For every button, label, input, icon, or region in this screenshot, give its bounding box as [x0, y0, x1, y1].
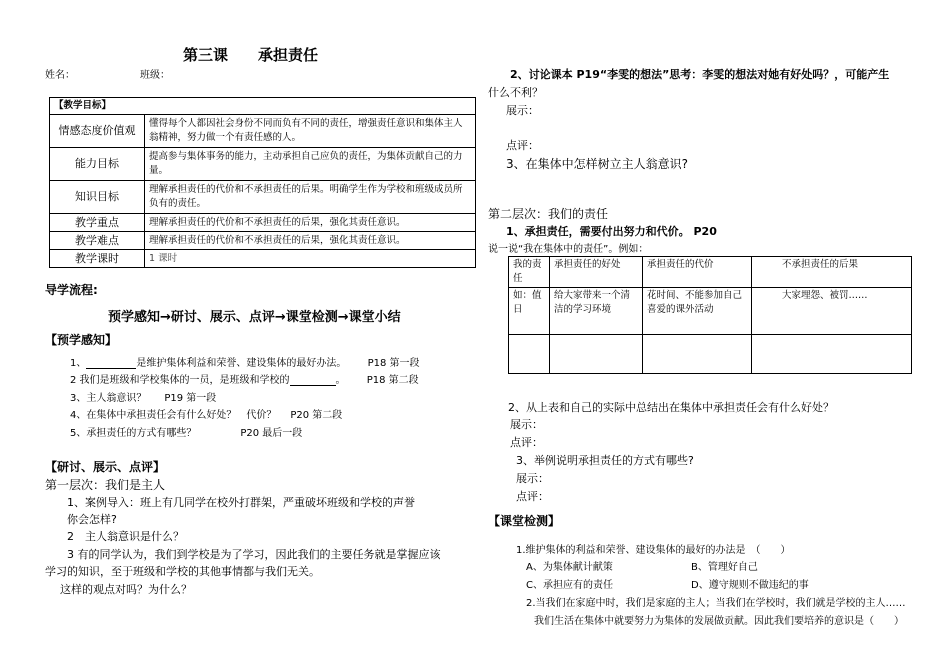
level1-heading: 第一层次：我们是主人 [45, 478, 166, 492]
comment-label: 点评： [506, 139, 539, 152]
preview-item-4: 4、在集体中承担责任会有什么好处？ 代价？ P20 第二段 [70, 410, 343, 421]
comment-label: 点评： [516, 490, 549, 503]
objective-label: 教学课时 [50, 250, 145, 268]
level2-heading: 第二层次：我们的责任 [488, 207, 609, 221]
table-cell: 如：值日 [509, 288, 550, 335]
objective-text: 理解承担责任的代价和不承担责任的后果。明确学生作为学校和班级成员所负有的责任。 [145, 181, 476, 214]
discuss-3: 3、在集体中怎样树立主人翁意识? [506, 157, 689, 171]
objective-label: 知识目标 [50, 181, 145, 214]
preview-item-5: 5、承担责任的方式有哪些？ P20 最后一段 [70, 428, 303, 439]
test-question-2a: 2.当我们在家庭中时，我们是家庭的主人；当我们在学校时，我们就是学校的主人…… [526, 598, 906, 609]
objective-text: 1 课时 [145, 250, 476, 268]
show-label: 展示： [516, 472, 549, 485]
preview-heading: 【预学感知】 [45, 333, 118, 347]
objectives-table [49, 97, 476, 268]
class-label: 班级： [140, 70, 170, 81]
responsibility-2: 2、从上表和自己的实际中总结出在集体中承担责任会有什么好处？ [508, 401, 834, 414]
table-cell-empty [752, 335, 912, 374]
option-b: B、管理好自己 [691, 562, 758, 573]
responsibility-table [508, 256, 912, 374]
objectives-header: 【教学目标】 [50, 98, 476, 115]
objective-text: 提高参与集体事务的能力，主动承担自己应负的责任，为集体贡献自己的力量。 [145, 148, 476, 181]
question-3c: 这样的观点对吗？为什么？ [60, 583, 192, 596]
objective-text: 懂得每个人都因社会身份不同而负有不同的责任，增强责任意识和集体主人翁精神，努力做一个有责任感的人。 [145, 115, 476, 148]
test-question-1: 1.维护集体的利益和荣誉、建设集体的最好的办法是 （ ） [516, 545, 791, 556]
name-label: 姓名： [45, 70, 75, 81]
table-cell: 给大家带来一个清洁的学习环境 [550, 288, 643, 335]
test-question-2b: 我们生活在集体中就要努力为集体的发展做贡献。因此我们要培养的意识是（ ） [534, 616, 904, 627]
question-2: 2 主人翁意识是什么？ [67, 530, 184, 543]
responsibility-1: 1、承担责任，需要付出努力和代价。 P20 [506, 225, 717, 238]
preview-item-2: 2 我们是班级和学校集体的一员，是班级和学校的 。 P18 第二段 [70, 375, 419, 386]
table-header: 不承担责任的后果 [752, 257, 912, 288]
responsibility-3: 3、举例说明承担责任的方式有哪些? [516, 454, 694, 467]
test-heading: 【课堂检测】 [488, 514, 561, 528]
objective-text: 理解承担责任的代价和不承担责任的后果，强化其责任意识。 [145, 214, 476, 232]
page-title: 第三课 承担责任 [183, 46, 319, 64]
table-cell-empty [509, 335, 550, 374]
preview-item-1: 1、 是维护集体利益和荣誉、建设集体的最好办法。 P18 第一段 [70, 358, 420, 369]
table-cell-empty [550, 335, 643, 374]
objective-label: 教学难点 [50, 232, 145, 250]
table-header: 承担责任的代价 [643, 257, 752, 288]
objective-text: 理解承担责任的代价和不承担责任的后果，强化其责任意识。 [145, 232, 476, 250]
discuss-2a: 2、讨论课本 P19“李雯的想法”思考：李雯的想法对她有好处吗？，可能产生 [510, 68, 890, 81]
option-d: D、遵守规则不做违纪的事 [691, 580, 809, 591]
table-cell: 大家埋怨、被罚…… [752, 288, 912, 335]
option-a: A、为集体献计献策 [526, 562, 613, 573]
question-3b: 学习的知识，至于班级和学校的其他事情都与我们无关。 [45, 565, 320, 578]
option-c: C、承担应有的责任 [526, 580, 613, 591]
say-example: 说一说“我在集体中的责任”。例如： [488, 244, 649, 255]
case-intro: 1、案例导入：班上有几同学在校外打群架，严重破坏班级和学校的声誉 [67, 496, 415, 509]
objective-label: 情感态度价值观 [50, 115, 145, 148]
preview-item-3: 3、主人翁意识？ P19 第一段 [70, 393, 217, 404]
table-cell-empty [643, 335, 752, 374]
table-header: 承担责任的好处 [550, 257, 643, 288]
table-header: 我的责任 [509, 257, 550, 288]
objective-label: 教学重点 [50, 214, 145, 232]
show-label: 展示： [506, 104, 539, 117]
case-question: 你会怎样? [67, 513, 117, 526]
discuss-2b: 什么不利？ [488, 86, 543, 99]
comment-label: 点评： [510, 436, 543, 449]
objective-label: 能力目标 [50, 148, 145, 181]
table-cell: 花时间、不能参加自己喜爱的课外活动 [643, 288, 752, 335]
discuss-heading: 【研讨、展示、点评】 [45, 460, 166, 474]
show-label: 展示： [510, 418, 543, 431]
flow-sequence: 预学感知→研讨、展示、点评→课堂检测→课堂小结 [108, 310, 401, 325]
flow-label: 导学流程: [45, 283, 98, 297]
question-3a: 3 有的同学认为，我们到学校是为了学习，因此我们的主要任务就是掌握应该 [67, 548, 441, 561]
